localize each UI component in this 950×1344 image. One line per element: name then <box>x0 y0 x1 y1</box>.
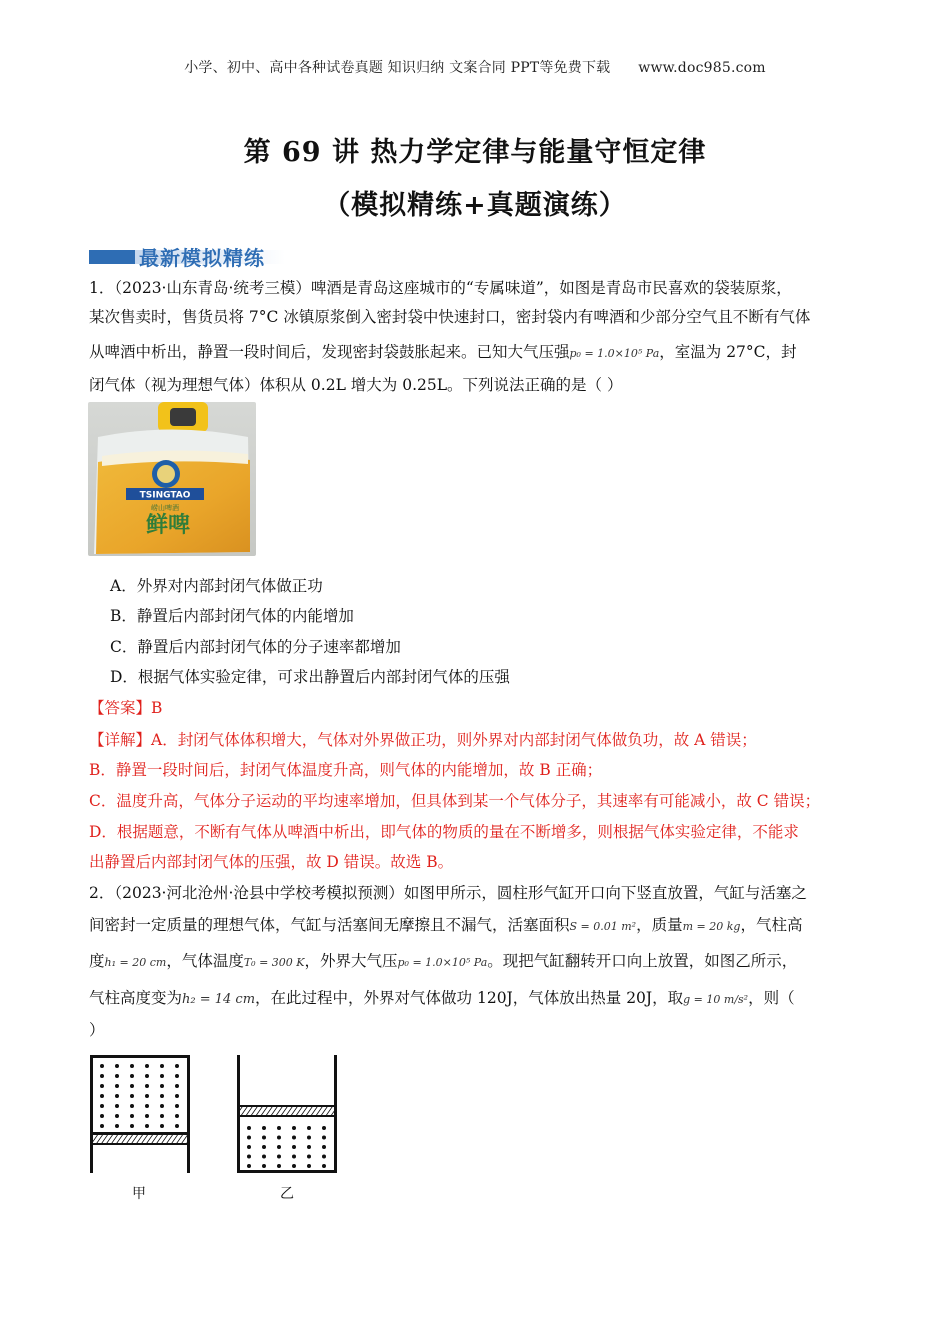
gas-dot <box>175 1084 179 1088</box>
q2-line5: ） <box>89 1021 105 1039</box>
q2-g-formula: g = 10 m/s² <box>683 993 749 1006</box>
q1-line3 <box>89 340 797 362</box>
gas-dot <box>292 1164 296 1168</box>
q1-detail-line1: 【详解】A．封闭气体体积增大，气体对外界做正功，则外界对内部封闭气体做负功，故 A 错误； <box>89 731 757 749</box>
gas-dot <box>247 1126 251 1130</box>
gas-dot <box>160 1104 164 1108</box>
gas-dot <box>100 1064 104 1068</box>
gas-dot <box>160 1114 164 1118</box>
gas-dot <box>160 1064 164 1068</box>
q2-line2 <box>89 913 802 935</box>
gas-dot <box>175 1074 179 1078</box>
gas-dot <box>145 1074 149 1078</box>
q1-detail-line2: B．静置一段时间后，封闭气体温度升高，则气体的内能增加，故 B 正确； <box>89 761 603 779</box>
gas-dot <box>130 1064 134 1068</box>
q1-line1: 1．（2023·山东青岛·统考三模）啤酒是青岛这座城市的“专属味道”，如图是青岛市民喜欢的袋装原浆， <box>89 279 792 297</box>
gas-dot <box>277 1126 281 1130</box>
gas-dot <box>160 1074 164 1078</box>
gas-dot <box>145 1104 149 1108</box>
q2-h2-formula: h₂ = 14 cm <box>182 992 256 1007</box>
q2-area-formula: S = 0.01 m² <box>569 920 637 933</box>
q2-h1-formula: h₁ = 20 cm <box>104 956 167 969</box>
gas-dot <box>307 1155 311 1159</box>
gas-dot <box>145 1064 149 1068</box>
q1-option-b: B．静置后内部封闭气体的内能增加 <box>110 607 354 625</box>
page-header <box>0 57 950 77</box>
beer-bag-photo <box>88 402 256 556</box>
gas-dot <box>292 1136 296 1140</box>
q2-line3-text-b: ，气体温度 <box>166 952 244 970</box>
gas-dot <box>115 1124 119 1128</box>
q2-p0-formula: p₀ = 1.0×10⁵ Pa <box>397 956 488 969</box>
q1-option-d: D．根据气体实验定律，可求出静置后内部封闭气体的压强 <box>110 668 510 686</box>
q2-line2-text-a: 间密封一定质量的理想气体，气缸与活塞间无摩擦且不漏气，活塞面积 <box>89 916 570 934</box>
page-subtitle: （模拟精练+真题演练） <box>323 190 627 221</box>
gas-dot <box>100 1114 104 1118</box>
gas-dot <box>100 1104 104 1108</box>
gas-dot <box>100 1124 104 1128</box>
gas-dot <box>100 1074 104 1078</box>
q2-line3-text-d: 。现把气缸翻转开口向上放置，如图乙所示， <box>487 952 798 970</box>
gas-dot <box>130 1124 134 1128</box>
gas-dot <box>292 1126 296 1130</box>
gas-dot <box>145 1124 149 1128</box>
header-text: 小学、初中、高中各种试卷真题 知识归纳 文案合同 PPT等免费下载 <box>184 60 611 76</box>
gas-dot <box>145 1084 149 1088</box>
gas-dot <box>307 1136 311 1140</box>
gas-dot <box>247 1164 251 1168</box>
q1-pressure-formula: p₀ = 1.0×10⁵ Pa <box>569 347 660 360</box>
q1-line3-text-a: 从啤酒中析出，静置一段时间后，发现密封袋鼓胀起来。已知大气压强 <box>89 343 570 361</box>
gas-dot <box>175 1114 179 1118</box>
beer-bag-illustration <box>88 402 256 556</box>
cylinder-yi <box>237 1055 337 1173</box>
q2-mass-formula: m = 20 kg <box>682 920 741 933</box>
section-banner <box>89 242 284 268</box>
cylinder-figure <box>80 1050 350 1180</box>
q2-line4-text-c: ，则（ <box>748 989 795 1007</box>
gas-dot <box>115 1104 119 1108</box>
q2-t0-formula: T₀ = 300 K <box>243 956 305 969</box>
gas-dot <box>262 1126 266 1130</box>
q1-line2: 某次售卖时，售货员将 7°C 冰镇原浆倒入密封袋中快速封口，密封袋内有啤酒和少部分空气且不断有气体 <box>89 308 811 326</box>
gas-dot <box>307 1164 311 1168</box>
gas-dot <box>277 1155 281 1159</box>
q2-line4 <box>89 986 795 1008</box>
gas-dot <box>115 1064 119 1068</box>
gas-dot <box>322 1145 326 1149</box>
gas-dot <box>322 1155 326 1159</box>
photo-sub-text: 崂山啤酒 <box>151 504 179 512</box>
gas-dot <box>322 1126 326 1130</box>
page-title: 第 69 讲 热力学定律与能量守恒定律 <box>243 137 707 168</box>
gas-dot <box>100 1084 104 1088</box>
q1-line3-text-b: ，室温为 27°C，封 <box>659 343 797 361</box>
figure-label-yi: 乙 <box>280 1186 294 1202</box>
gas-dot <box>130 1114 134 1118</box>
q2-line4-text-a: 气柱高度变为 <box>89 989 183 1007</box>
gas-dot <box>160 1124 164 1128</box>
gas-dot <box>175 1104 179 1108</box>
gas-dot <box>160 1084 164 1088</box>
q2-line2-text-c: ，气柱高 <box>740 916 803 934</box>
header-site-link[interactable]: www.doc985.com <box>638 60 766 76</box>
q2-line4-text-b: ，在此过程中，外界对气体做功 120J，气体放出热量 20J，取 <box>255 989 684 1007</box>
gas-dot <box>130 1074 134 1078</box>
q1-answer: 【答案】B <box>89 699 163 717</box>
gas-dot <box>262 1164 266 1168</box>
q1-option-a: A．外界对内部封闭气体做正功 <box>110 577 323 595</box>
gas-dot <box>307 1145 311 1149</box>
q2-line3-text-c: ，外界大气压 <box>304 952 398 970</box>
gas-dot <box>262 1145 266 1149</box>
q2-line3 <box>89 949 797 971</box>
gas-dot <box>262 1136 266 1140</box>
figure-label-jia: 甲 <box>132 1186 146 1202</box>
gas-dot <box>130 1094 134 1098</box>
gas-dot <box>262 1155 266 1159</box>
gas-dot <box>322 1164 326 1168</box>
q1-line4: 闭气体（视为理想气体）体积从 0.2L 增大为 0.25L。下列说法正确的是（ ） <box>89 376 623 394</box>
gas-dot <box>130 1084 134 1088</box>
gas-dot <box>277 1145 281 1149</box>
gas-dot <box>160 1094 164 1098</box>
gas-dot <box>145 1094 149 1098</box>
cylinder-jia <box>90 1055 190 1173</box>
section-label: 最新模拟精练 <box>139 246 265 270</box>
gas-dot <box>145 1114 149 1118</box>
gas-dot <box>175 1064 179 1068</box>
gas-dot <box>292 1145 296 1149</box>
gas-dot <box>100 1094 104 1098</box>
gas-dots-jia <box>100 1064 179 1128</box>
q1-option-c: C．静置后内部封闭气体的分子速率都增加 <box>110 638 401 656</box>
gas-dot <box>247 1145 251 1149</box>
gas-dot <box>115 1114 119 1118</box>
gas-dot <box>307 1126 311 1130</box>
gas-dot <box>247 1155 251 1159</box>
gas-dot <box>115 1074 119 1078</box>
q1-detail-line4: D．根据题意，不断有气体从啤酒中析出，即气体的物质的量在不断增多，则根据气体实验定律，不能求 <box>89 823 799 841</box>
gas-dot <box>115 1084 119 1088</box>
gas-dot <box>175 1094 179 1098</box>
photo-brand-text: TSINGTAO <box>139 490 191 501</box>
gas-dot <box>115 1094 119 1098</box>
gas-dots-yi <box>247 1126 326 1168</box>
gas-dot <box>277 1164 281 1168</box>
gas-dot <box>130 1104 134 1108</box>
q2-line2-text-b: ，质量 <box>636 916 683 934</box>
banner-bar <box>89 250 139 264</box>
q1-detail-line5: 出静置后内部封闭气体的压强，故 D 错误。故选 B。 <box>89 853 454 871</box>
gas-dot <box>322 1136 326 1140</box>
q2-line3-text-a: 度 <box>89 952 105 970</box>
gas-dot <box>175 1124 179 1128</box>
gas-dot <box>247 1136 251 1140</box>
gas-dot <box>277 1136 281 1140</box>
gas-dot <box>292 1155 296 1159</box>
photo-label-text: 鲜啤 <box>145 513 191 538</box>
q2-line1: 2．（2023·河北沧州·沧县中学校考模拟预测）如图甲所示，圆柱形气缸开口向下竖直放置，气缸与活塞之 <box>89 884 807 902</box>
q1-detail-line3: C．温度升高，气体分子运动的平均速率增加，但具体到某一个气体分子，其速率有可能减小，故 C 错误； <box>89 792 821 810</box>
